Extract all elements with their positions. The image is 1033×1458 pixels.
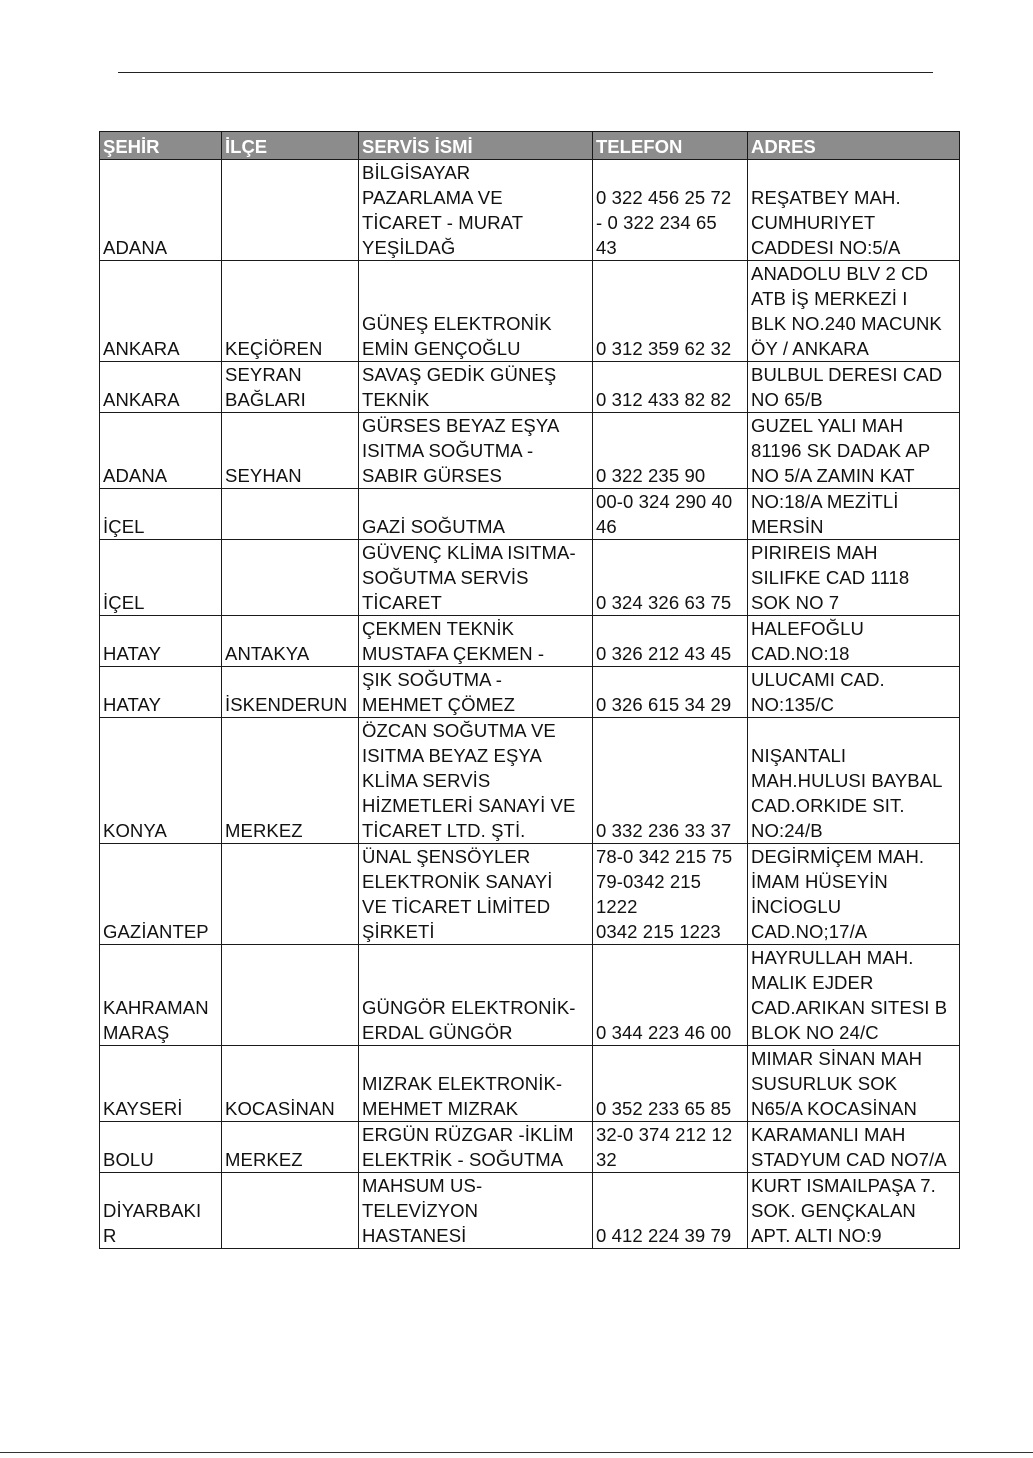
table-row bbox=[100, 160, 960, 261]
phone-cell: 0 412 224 39 79 bbox=[593, 1173, 748, 1249]
city-cell: ADANA bbox=[100, 160, 222, 261]
column-header-city: ŞEHİR bbox=[100, 132, 222, 160]
address-cell: ULUCAMI CAD. NO:135/C bbox=[748, 667, 960, 718]
address-cell: ANADOLU BLV 2 CD ATB İŞ MERKEZİ I BLK NO.240 MACUNK ÖY / ANKARA bbox=[748, 261, 960, 362]
address-cell: PIRIREIS MAH SILIFKE CAD 1118 SOK NO 7 bbox=[748, 540, 960, 616]
address-cell: KARAMANLI MAH STADYUM CAD NO7/A bbox=[748, 1122, 960, 1173]
city-cell: HATAY bbox=[100, 667, 222, 718]
phone-cell: 0 332 236 33 37 bbox=[593, 718, 748, 844]
service-name-cell: MIZRAK ELEKTRONİK- MEHMET MIZRAK bbox=[359, 1046, 593, 1122]
footer-rule bbox=[0, 1452, 1033, 1453]
district-cell: KEÇİÖREN bbox=[222, 261, 359, 362]
table-row bbox=[100, 540, 960, 616]
district-cell: SEYHAN bbox=[222, 413, 359, 489]
column-header-phone: TELEFON bbox=[593, 132, 748, 160]
district-cell: ANTAKYA bbox=[222, 616, 359, 667]
phone-cell: 0 326 212 43 45 bbox=[593, 616, 748, 667]
district-cell bbox=[222, 540, 359, 616]
service-name-cell: GÜNEŞ ELEKTRONİK EMİN GENÇOĞLU bbox=[359, 261, 593, 362]
service-name-cell: ÇEKMEN TEKNİK MUSTAFA ÇEKMEN - bbox=[359, 616, 593, 667]
service-name-cell: GAZİ SOĞUTMA bbox=[359, 489, 593, 540]
district-cell bbox=[222, 1173, 359, 1249]
address-cell: HALEFOĞLU CAD.NO:18 bbox=[748, 616, 960, 667]
phone-cell: 0 352 233 65 85 bbox=[593, 1046, 748, 1122]
table-row bbox=[100, 667, 960, 718]
table-header-row bbox=[100, 132, 960, 160]
table-row bbox=[100, 261, 960, 362]
district-cell: MERKEZ bbox=[222, 1122, 359, 1173]
table-row bbox=[100, 362, 960, 413]
district-cell bbox=[222, 945, 359, 1046]
address-cell: REŞATBEY MAH. CUMHURIYET CADDESI NO:5/A bbox=[748, 160, 960, 261]
phone-cell: 0 324 326 63 75 bbox=[593, 540, 748, 616]
city-cell: KAHRAMAN MARAŞ bbox=[100, 945, 222, 1046]
column-header-service-name: SERVİS İSMİ bbox=[359, 132, 593, 160]
table-row bbox=[100, 1122, 960, 1173]
phone-cell: 0 326 615 34 29 bbox=[593, 667, 748, 718]
district-cell bbox=[222, 160, 359, 261]
service-table bbox=[99, 131, 960, 1249]
city-cell: HATAY bbox=[100, 616, 222, 667]
address-cell: MIMAR SİNAN MAH SUSURLUK SOK N65/A KOCASİNAN bbox=[748, 1046, 960, 1122]
city-cell: BOLU bbox=[100, 1122, 222, 1173]
service-name-cell: SAVAŞ GEDİK GÜNEŞ TEKNİK bbox=[359, 362, 593, 413]
address-cell: DEGİRMİÇEM MAH. İMAM HÜSEYİN İNCİOGLU CAD.NO;17/A bbox=[748, 844, 960, 945]
service-name-cell: GÜVENÇ KLİMA ISITMA- SOĞUTMA SERVİS TİCARET bbox=[359, 540, 593, 616]
city-cell: GAZİANTEP bbox=[100, 844, 222, 945]
service-name-cell: GÜNGÖR ELEKTRONİK- ERDAL GÜNGÖR bbox=[359, 945, 593, 1046]
table-row bbox=[100, 1173, 960, 1249]
address-cell: NIŞANTALI MAH.HULUSI BAYBAL CAD.ORKIDE SIT. NO:24/B bbox=[748, 718, 960, 844]
city-cell: KAYSERİ bbox=[100, 1046, 222, 1122]
city-cell: İÇEL bbox=[100, 540, 222, 616]
service-name-cell: ERGÜN RÜZGAR -İKLİM ELEKTRİK - SOĞUTMA bbox=[359, 1122, 593, 1173]
district-cell: SEYRAN BAĞLARI bbox=[222, 362, 359, 413]
city-cell: ADANA bbox=[100, 413, 222, 489]
table-row bbox=[100, 718, 960, 844]
header-rule bbox=[118, 72, 933, 73]
city-cell: KONYA bbox=[100, 718, 222, 844]
phone-cell: 78-0 342 215 75 79-0342 215 1222 0342 215 1223 bbox=[593, 844, 748, 945]
table-row bbox=[100, 1046, 960, 1122]
phone-cell: 0 344 223 46 00 bbox=[593, 945, 748, 1046]
table-row bbox=[100, 616, 960, 667]
district-cell: İSKENDERUN bbox=[222, 667, 359, 718]
city-cell: ANKARA bbox=[100, 362, 222, 413]
column-header-district: İLÇE bbox=[222, 132, 359, 160]
service-name-cell: ÖZCAN SOĞUTMA VE ISITMA BEYAZ EŞYA KLİMA SERVİS HİZMETLERİ SANAYİ VE TİCARET LTD. ŞTİ. bbox=[359, 718, 593, 844]
service-name-cell: ŞIK SOĞUTMA - MEHMET ÇÖMEZ bbox=[359, 667, 593, 718]
phone-cell: 00-0 324 290 40 46 bbox=[593, 489, 748, 540]
city-cell: DİYARBAKI R bbox=[100, 1173, 222, 1249]
phone-cell: 0 322 456 25 72 - 0 322 234 65 43 bbox=[593, 160, 748, 261]
table-row bbox=[100, 945, 960, 1046]
table-row bbox=[100, 489, 960, 540]
service-name-cell: ÜNAL ŞENSÖYLER ELEKTRONİK SANAYİ VE TİCARET LİMİTED ŞİRKETİ bbox=[359, 844, 593, 945]
address-cell: BULBUL DERESI CAD NO 65/B bbox=[748, 362, 960, 413]
address-cell: GUZEL YALI MAH 81196 SK DADAK AP NO 5/A ZAMIN KAT bbox=[748, 413, 960, 489]
district-cell bbox=[222, 844, 359, 945]
phone-cell: 0 312 359 62 32 bbox=[593, 261, 748, 362]
city-cell: İÇEL bbox=[100, 489, 222, 540]
phone-cell: 32-0 374 212 12 32 bbox=[593, 1122, 748, 1173]
table-row bbox=[100, 413, 960, 489]
city-cell: ANKARA bbox=[100, 261, 222, 362]
address-cell: HAYRULLAH MAH. MALIK EJDER CAD.ARIKAN SITESI B BLOK NO 24/C bbox=[748, 945, 960, 1046]
address-cell: NO:18/A MEZİTLİ MERSİN bbox=[748, 489, 960, 540]
address-cell: KURT ISMAILPAŞA 7. SOK. GENÇKALAN APT. ALTI NO:9 bbox=[748, 1173, 960, 1249]
phone-cell: 0 322 235 90 bbox=[593, 413, 748, 489]
table-row bbox=[100, 844, 960, 945]
service-name-cell: GÜRSES BEYAZ EŞYA ISITMA SOĞUTMA - SABIR GÜRSES bbox=[359, 413, 593, 489]
service-name-cell: MAHSUM US- TELEVİZYON HASTANESİ bbox=[359, 1173, 593, 1249]
district-cell: MERKEZ bbox=[222, 718, 359, 844]
district-cell: KOCASİNAN bbox=[222, 1046, 359, 1122]
service-name-cell: BİLGİSAYAR PAZARLAMA VE TİCARET - MURAT YEŞİLDAĞ bbox=[359, 160, 593, 261]
column-header-address: ADRES bbox=[748, 132, 960, 160]
phone-cell: 0 312 433 82 82 bbox=[593, 362, 748, 413]
district-cell bbox=[222, 489, 359, 540]
